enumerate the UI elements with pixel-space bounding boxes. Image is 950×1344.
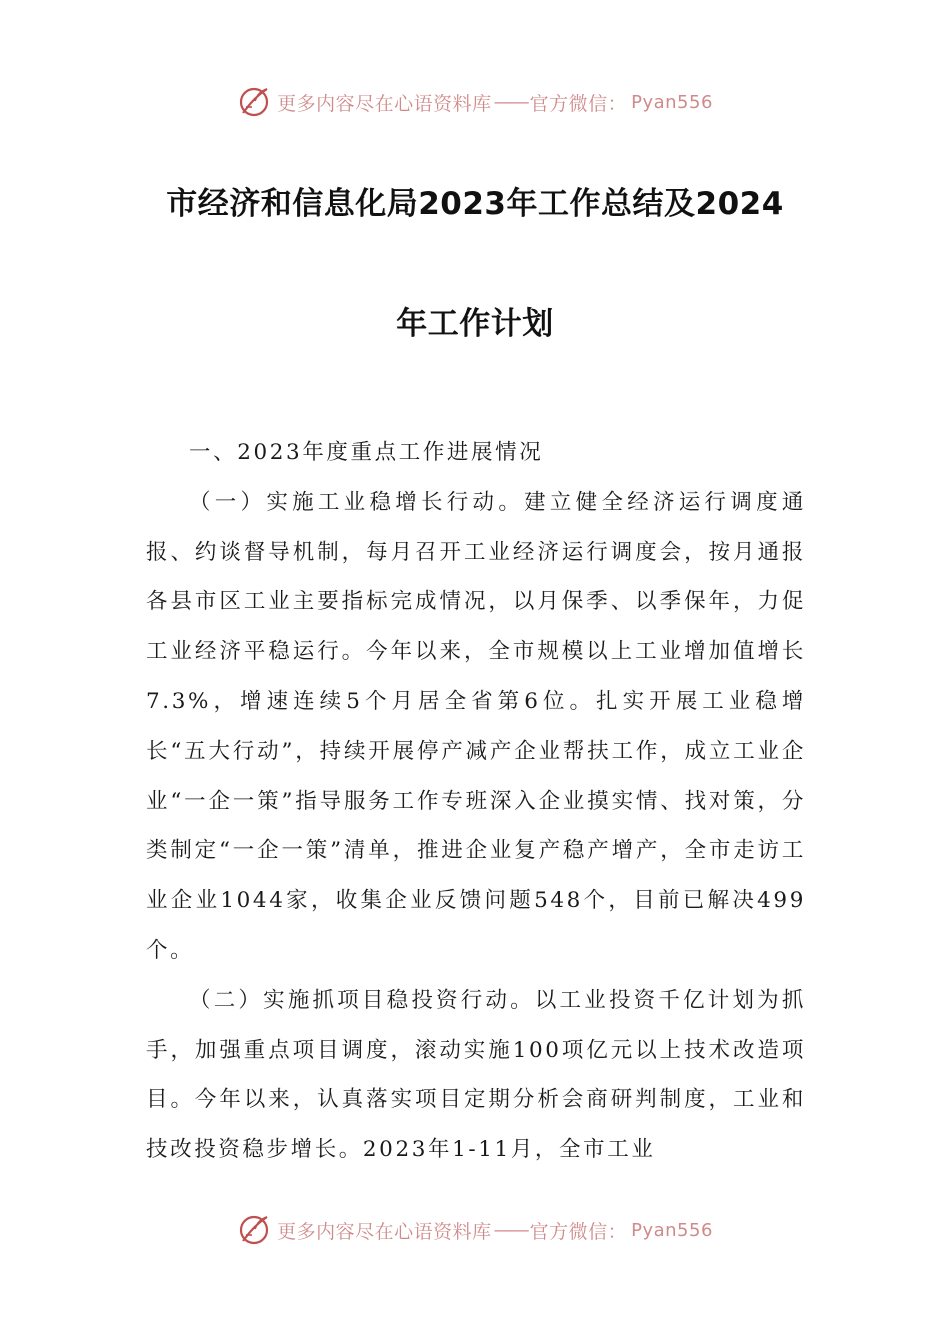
- section-heading: 一、2023年度重点工作进展情况: [189, 440, 544, 465]
- watermark-text: 更多内容尽在心语资料库: [277, 92, 492, 115]
- watermark-wechat-id: Pyan556: [631, 1219, 713, 1241]
- document-body: [146, 428, 806, 1175]
- watermark-footer: [0, 1210, 950, 1250]
- watermark-official-label: 官方微信：: [529, 1220, 628, 1243]
- watermark-separator: ——: [493, 1219, 528, 1241]
- paragraph-1: （一）实施工业稳增长行动。建立健全经济运行调度通报、约谈督导机制，每月召开工业经济运行调度会，按月通报各县市区工业主要指标完成情况，以月保季、以季保年，力促工业经济平稳运行。今年以来，全市规模以上工业增加值增长7.3%，增速连续5个月居全省第6位。扎实开展工业稳增长“五大行动”，持续开展停产减产企业帮扶工作，成立工业企业“一企一策”指导服务工作专班深入企业摸实情、找对策，分类制定“一企一策”清单，推进企业复产稳产增产，全市走访工业企业1044家，收集企业反馈问题548个，目前已解决499个。: [146, 489, 806, 963]
- watermark-header: [0, 82, 950, 122]
- watermark-text: 更多内容尽在心语资料库: [277, 1220, 492, 1243]
- quill-logo-icon: [237, 85, 271, 119]
- watermark-separator: ——: [493, 91, 528, 113]
- document-title-line2: 年工作计划: [396, 306, 554, 342]
- document-title-line1: 市经济和信息化局2023年工作总结及2024: [166, 186, 784, 222]
- quill-logo-icon: [237, 1213, 271, 1247]
- watermark-wechat-id: Pyan556: [631, 91, 713, 113]
- watermark-official-label: 官方微信：: [529, 92, 628, 115]
- paragraph-2: （二）实施抓项目稳投资行动。以工业投资千亿计划为抓手，加强重点项目调度，滚动实施100项亿元以上技术改造项目。今年以来，认真落实项目定期分析会商研判制度，工业和技改投资稳步增长。2023年1-11月，全市工业: [146, 987, 806, 1163]
